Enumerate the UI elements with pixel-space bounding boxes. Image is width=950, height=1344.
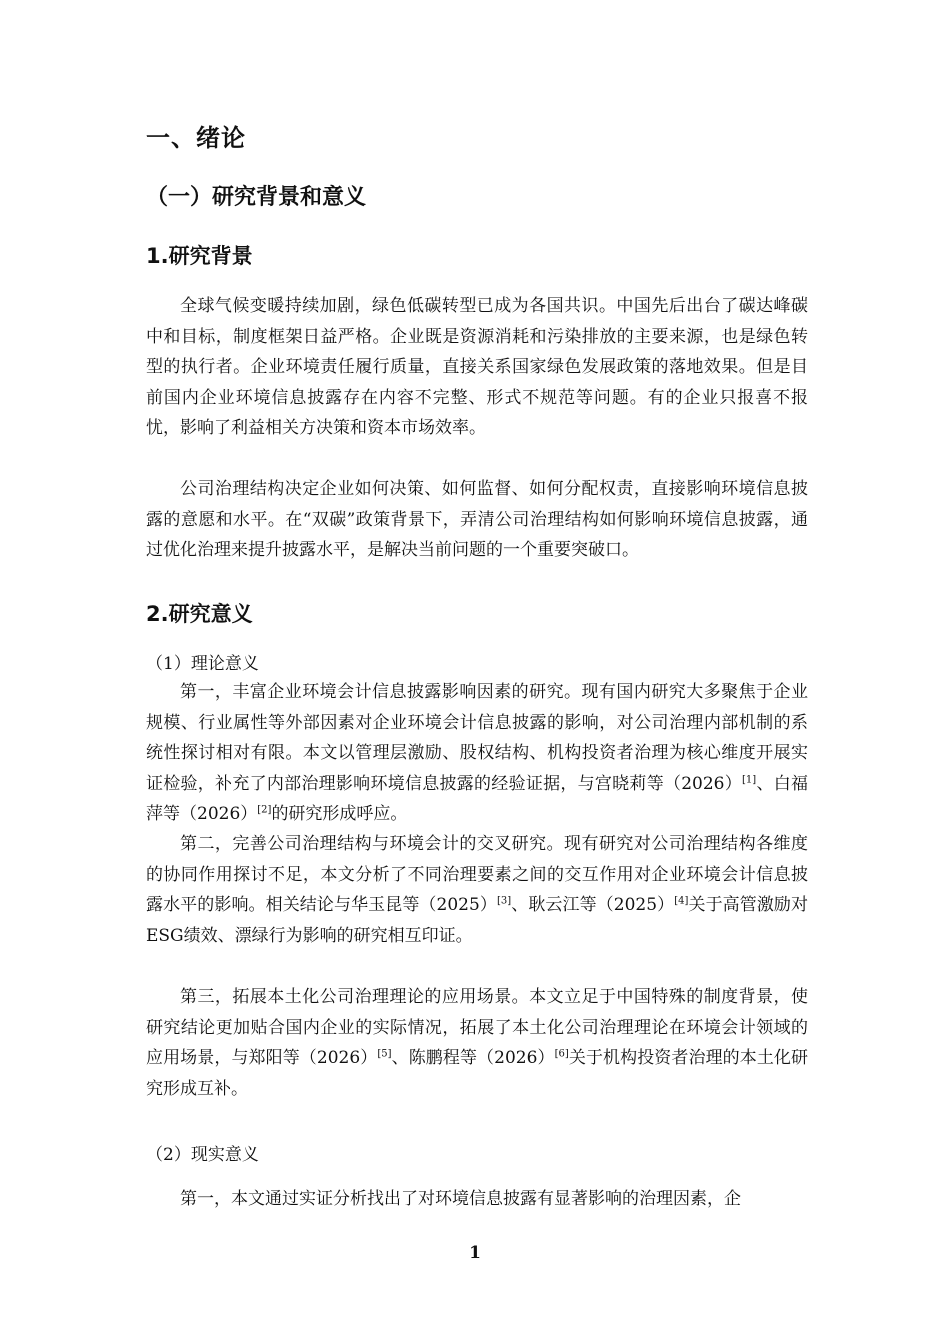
citation-ref[interactable]: [3] — [496, 895, 512, 907]
significance-heading: 2.研究意义 — [146, 602, 253, 626]
citation-ref[interactable]: [4] — [674, 895, 689, 907]
background-paragraph-2: 公司治理结构决定企业如何决策、如何监督、如何分配权责，直接影响环境信息披露的意愿和水平。在“双碳”政策背景下，弄清公司治理结构如何影响环境信息披露，通过优化治理来提升披露水平，是解决当前问题的一个重要突破口。 — [146, 479, 808, 561]
theory-subheading: （1）理论意义 — [146, 654, 259, 674]
citation-ref[interactable]: [5] — [377, 1048, 392, 1060]
citation-ref[interactable]: [6] — [554, 1048, 569, 1060]
citation-ref[interactable]: [2] — [257, 804, 272, 816]
background-paragraph-1: 全球气候变暖持续加剧，绿色低碳转型已成为各国共识。中国先后出台了碳达峰碳中和目标，制度框架日益严格。企业既是资源消耗和污染排放的主要来源，也是绿色转型的执行者。企业环境责任履行质量，直接关系国家绿色发展政策的落地效果。但是目前国内企业环境信息披露存在内容不完整、形式不规范等问题。有的企业只报喜不报忧，影响了利益相关方决策和资本市场效率。 — [146, 296, 808, 439]
practice-paragraph-1: 第一，本文通过实证分析找出了对环境信息披露有显著影响的治理因素，企 — [180, 1189, 741, 1209]
theory-paragraph-2: 第二，完善公司治理结构与环境会计的交叉研究。现有研究对公司治理结构各维度的协同作用探讨不足，本文分析了不同治理要素之间的交互作用对企业环境会计信息披露水平的影响。相关结论与华玉昆等（2025）[3]、耿云江等（2025）[4]关于高管激励对ESG绩效、漂绿行为影响的研究相互印证。 — [146, 834, 809, 946]
practice-subheading: （2）现实意义 — [146, 1145, 259, 1165]
chapter-title: 一、绪论 — [146, 124, 246, 152]
section-title: （一）研究背景和意义 — [146, 185, 367, 210]
background-heading: 1.研究背景 — [146, 244, 253, 268]
theory-paragraph-3: 第三，拓展本土化公司治理理论的应用场景。本文立足于中国特殊的制度背景，使研究结论更加贴合国内企业的实际情况，拓展了本土化公司治理理论在环境会计领域的应用场景，与郑阳等（2026）[5]、陈鹏程等（2026）[6]关于机构投资者治理的本土化研究形成互补。 — [146, 987, 809, 1099]
citation-ref[interactable]: [1] — [742, 774, 757, 786]
theory-paragraph-1: 第一，丰富企业环境会计信息披露影响因素的研究。现有国内研究大多聚焦于企业规模、行业属性等外部因素对企业环境会计信息披露的影响，对公司治理内部机制的系统性探讨相对有限。本文以管理层激励、股权结构、机构投资者治理为核心维度开展实证检验，补充了内部治理影响环境信息披露的经验证据，与宫晓莉等（2026）[1]、白福萍等（2026）[2]的研究形成呼应。 — [146, 682, 808, 825]
page-number: 1 — [469, 1243, 481, 1263]
